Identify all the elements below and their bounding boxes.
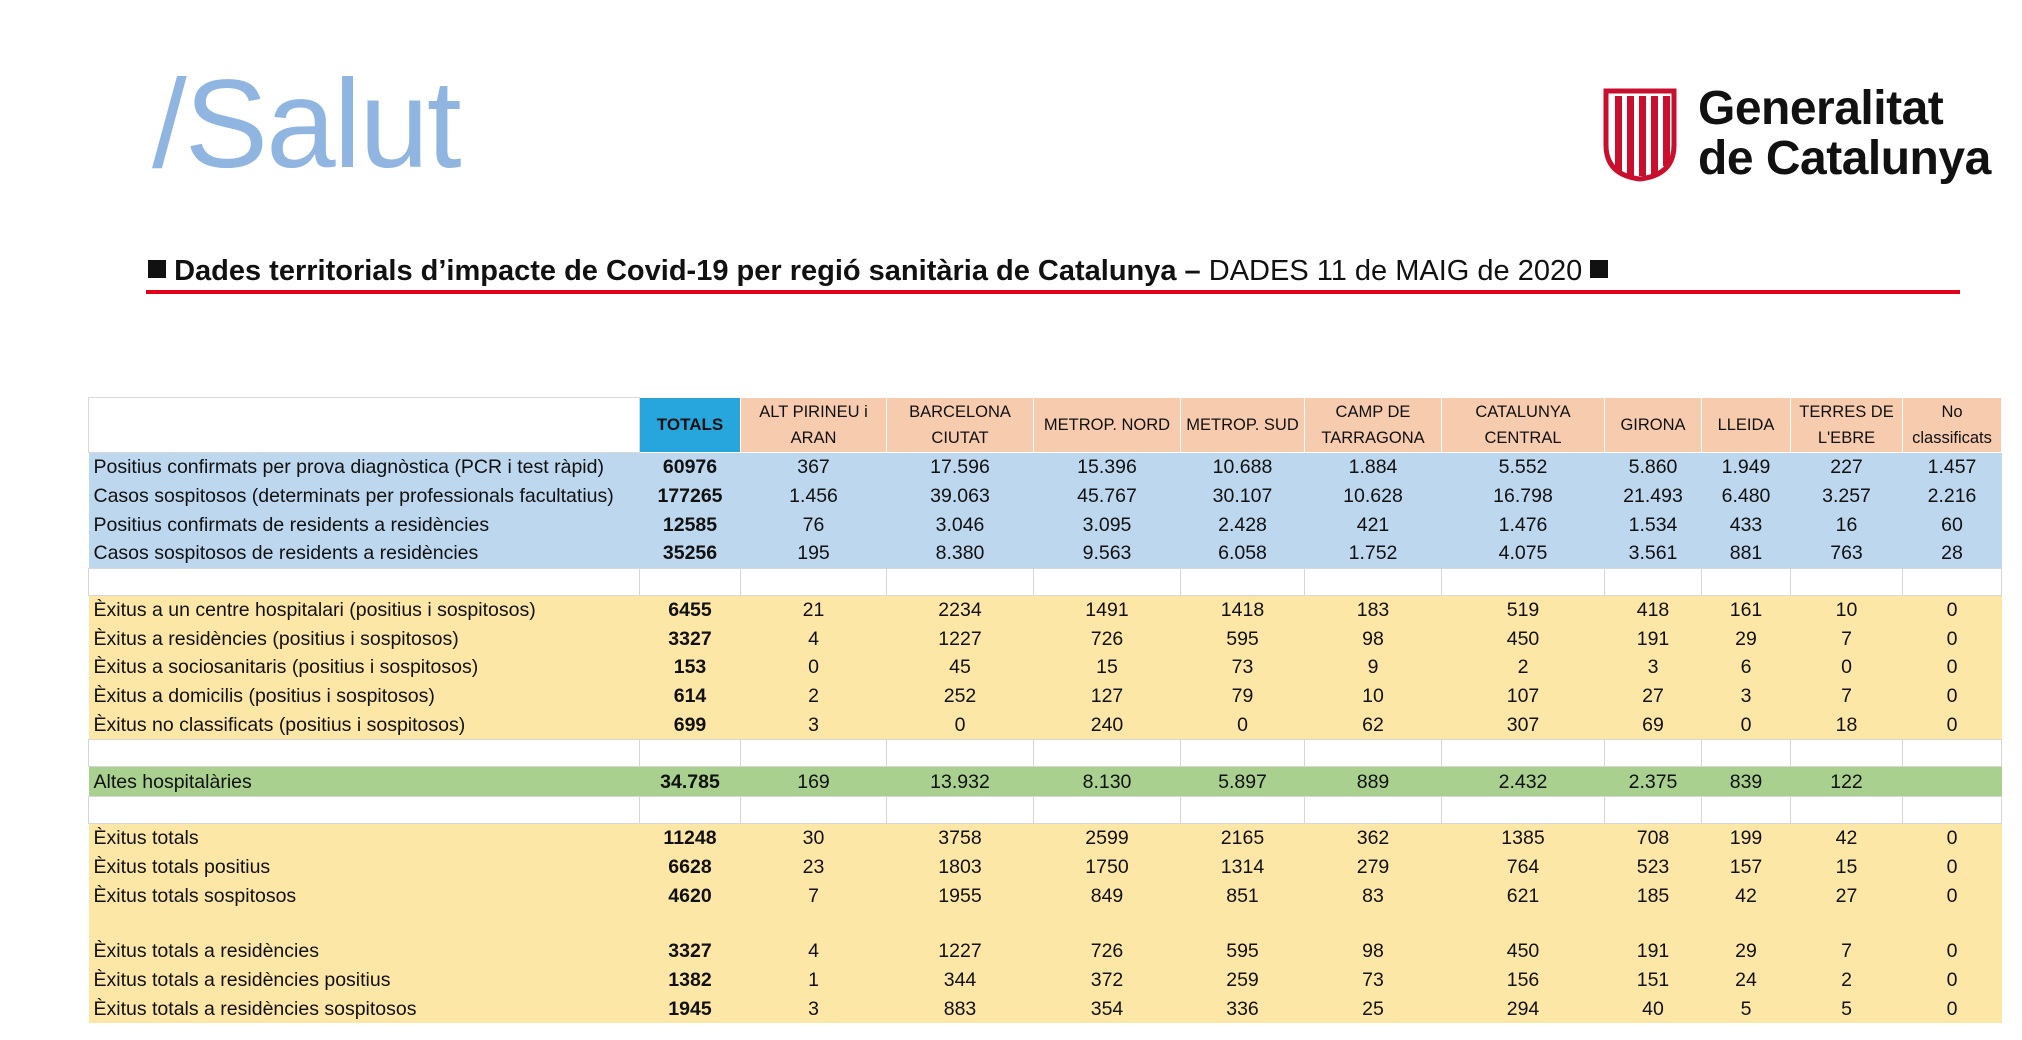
region-cell: 29 [1702, 937, 1791, 966]
separator-cell [1605, 910, 1702, 937]
region-cell: 1.534 [1605, 510, 1702, 539]
region-cell: 127 [1034, 682, 1181, 711]
square-bullet-icon [1590, 260, 1608, 278]
region-cell: 27 [1605, 682, 1702, 711]
separator-cell [1605, 796, 1702, 823]
row-label: Èxitus totals [89, 823, 640, 852]
separator-cell [1181, 910, 1305, 937]
separator-cell [1305, 796, 1442, 823]
column-header: No classificats [1903, 398, 2002, 453]
separator-cell [1034, 910, 1181, 937]
separator-cell [1791, 796, 1903, 823]
column-header: BARCELONA CIUTAT [887, 398, 1034, 453]
region-cell: 3.046 [887, 510, 1034, 539]
row-label: Èxitus totals a residències positius [89, 966, 640, 995]
region-cell: 307 [1442, 711, 1605, 740]
column-header: METROP. NORD [1034, 398, 1181, 453]
region-cell: 21.493 [1605, 482, 1702, 511]
region-cell: 421 [1305, 510, 1442, 539]
region-cell: 39.063 [887, 482, 1034, 511]
region-cell: 5.860 [1605, 453, 1702, 482]
table-row [89, 767, 2002, 797]
region-cell: 595 [1181, 937, 1305, 966]
region-cell: 1.949 [1702, 453, 1791, 482]
region-cell: 5 [1702, 994, 1791, 1023]
separator-cell [741, 740, 887, 767]
region-cell: 362 [1305, 823, 1442, 852]
region-cell: 708 [1605, 823, 1702, 852]
region-cell: 227 [1791, 453, 1903, 482]
region-cell [1903, 767, 2002, 797]
region-cell: 122 [1791, 767, 1903, 797]
region-cell: 1418 [1181, 595, 1305, 624]
total-cell: 4620 [640, 881, 741, 910]
generalitat-line1: Generalitat [1698, 82, 1944, 135]
separator-cell [1305, 740, 1442, 767]
region-cell: 30 [741, 823, 887, 852]
generalitat-line2: de Catalunya [1698, 132, 1991, 185]
region-cell: 0 [887, 711, 1034, 740]
separator-cell [1702, 740, 1791, 767]
region-cell: 45 [887, 653, 1034, 682]
region-cell: 9 [1305, 653, 1442, 682]
table-row [89, 853, 2002, 882]
region-cell: 889 [1305, 767, 1442, 797]
region-cell: 3758 [887, 823, 1034, 852]
separator-cell [1305, 910, 1442, 937]
region-cell: 62 [1305, 711, 1442, 740]
separator-cell [640, 796, 741, 823]
region-cell: 6 [1702, 653, 1791, 682]
region-cell: 10 [1305, 682, 1442, 711]
region-cell: 3 [741, 711, 887, 740]
region-cell: 185 [1605, 881, 1702, 910]
region-cell: 15 [1034, 653, 1181, 682]
region-cell: 1.476 [1442, 510, 1605, 539]
region-cell: 0 [1903, 682, 2002, 711]
region-cell: 2.432 [1442, 767, 1605, 797]
region-cell: 0 [1903, 653, 2002, 682]
region-cell: 240 [1034, 711, 1181, 740]
catalan-flag-emblem-icon [1600, 87, 1680, 182]
row-label: Positius confirmats per prova diagnòstica (PCR i test ràpid) [89, 453, 640, 482]
region-cell: 2 [1791, 966, 1903, 995]
separator-cell [1702, 910, 1791, 937]
region-cell: 372 [1034, 966, 1181, 995]
row-label: Èxitus no classificats (positius i sospitosos) [89, 711, 640, 740]
table-row [89, 682, 2002, 711]
column-header: LLEIDA [1702, 398, 1791, 453]
region-cell: 3.561 [1605, 539, 1702, 568]
region-cell: 7 [1791, 624, 1903, 653]
region-cell: 0 [1903, 994, 2002, 1023]
total-cell: 177265 [640, 482, 741, 511]
row-label: Èxitus a sociosanitaris (positius i sospitosos) [89, 653, 640, 682]
region-cell: 1227 [887, 937, 1034, 966]
region-cell: 367 [741, 453, 887, 482]
region-cell: 2.375 [1605, 767, 1702, 797]
row-label: Èxitus a un centre hospitalari (positius i sospitosos) [89, 595, 640, 624]
region-cell: 1 [741, 966, 887, 995]
salut-title: /Salut [152, 55, 460, 194]
region-cell: 15.396 [1034, 453, 1181, 482]
separator-cell [741, 910, 887, 937]
region-cell: 42 [1791, 823, 1903, 852]
separator-cell [89, 910, 640, 937]
region-cell: 0 [1903, 937, 2002, 966]
region-cell: 21 [741, 595, 887, 624]
region-cell: 3.095 [1034, 510, 1181, 539]
row-label: Èxitus a residències (positius i sospitosos) [89, 624, 640, 653]
region-cell: 73 [1305, 966, 1442, 995]
region-cell: 0 [1903, 853, 2002, 882]
region-cell: 18 [1791, 711, 1903, 740]
table-row [89, 823, 2002, 852]
region-cell: 1750 [1034, 853, 1181, 882]
region-cell: 1491 [1034, 595, 1181, 624]
region-cell: 24 [1702, 966, 1791, 995]
column-header: METROP. SUD [1181, 398, 1305, 453]
separator-cell [1305, 568, 1442, 595]
row-label: Altes hospitalàries [89, 767, 640, 797]
region-cell: 16.798 [1442, 482, 1605, 511]
separator-cell [1605, 568, 1702, 595]
heading-date: DADES 11 de MAIG de 2020 [1200, 255, 1583, 287]
region-cell: 195 [741, 539, 887, 568]
table-row [89, 994, 2002, 1023]
region-cell: 169 [741, 767, 887, 797]
region-cell: 23 [741, 853, 887, 882]
separator-cell [1442, 568, 1605, 595]
region-cell: 5.897 [1181, 767, 1305, 797]
region-cell: 10.688 [1181, 453, 1305, 482]
separator-row [89, 740, 2002, 767]
region-cell: 60 [1903, 510, 2002, 539]
total-cell: 35256 [640, 539, 741, 568]
separator-cell [1903, 796, 2002, 823]
document-heading [148, 255, 1608, 288]
region-cell: 9.563 [1034, 539, 1181, 568]
region-cell: 1385 [1442, 823, 1605, 852]
region-cell: 6.480 [1702, 482, 1791, 511]
region-cell: 450 [1442, 937, 1605, 966]
region-cell: 183 [1305, 595, 1442, 624]
column-header: CAMP DE TARRAGONA [1305, 398, 1442, 453]
separator-cell [887, 740, 1034, 767]
region-cell: 523 [1605, 853, 1702, 882]
region-cell: 259 [1181, 966, 1305, 995]
separator-cell [1702, 796, 1791, 823]
total-cell: 6628 [640, 853, 741, 882]
region-cell: 83 [1305, 881, 1442, 910]
region-cell: 1314 [1181, 853, 1305, 882]
region-cell: 98 [1305, 624, 1442, 653]
region-cell: 2 [741, 682, 887, 711]
table-row [89, 711, 2002, 740]
region-cell: 336 [1181, 994, 1305, 1023]
separator-cell [887, 568, 1034, 595]
heading-bold: Dades territorials d’impacte de Covid-19 per regió sanitària de Catalunya – [174, 255, 1201, 287]
total-cell: 699 [640, 711, 741, 740]
region-cell: 764 [1442, 853, 1605, 882]
separator-cell [1791, 568, 1903, 595]
region-cell: 5 [1791, 994, 1903, 1023]
region-cell: 2165 [1181, 823, 1305, 852]
region-cell: 2.216 [1903, 482, 2002, 511]
row-label: Casos sospitosos de residents a residències [89, 539, 640, 568]
region-cell: 151 [1605, 966, 1702, 995]
table-row [89, 937, 2002, 966]
separator-cell [1442, 796, 1605, 823]
separator-cell [1791, 740, 1903, 767]
region-cell: 1227 [887, 624, 1034, 653]
region-cell: 6.058 [1181, 539, 1305, 568]
region-cell: 881 [1702, 539, 1791, 568]
separator-row [89, 568, 2002, 595]
region-cell: 0 [1903, 711, 2002, 740]
separator-cell [1903, 910, 2002, 937]
region-cell: 98 [1305, 937, 1442, 966]
separator-cell [640, 910, 741, 937]
region-cell: 73 [1181, 653, 1305, 682]
region-cell: 726 [1034, 624, 1181, 653]
region-cell: 0 [1903, 624, 2002, 653]
region-cell: 1.884 [1305, 453, 1442, 482]
region-cell: 1.456 [741, 482, 887, 511]
column-header: CATALUNYA CENTRAL [1442, 398, 1605, 453]
table-header-row [89, 398, 2002, 453]
region-cell: 252 [887, 682, 1034, 711]
total-cell: 1382 [640, 966, 741, 995]
region-cell: 2.428 [1181, 510, 1305, 539]
separator-cell [1903, 740, 2002, 767]
region-cell: 45.767 [1034, 482, 1181, 511]
region-cell: 621 [1442, 881, 1605, 910]
table-row [89, 595, 2002, 624]
region-cell: 519 [1442, 595, 1605, 624]
region-cell: 0 [741, 653, 887, 682]
region-cell: 29 [1702, 624, 1791, 653]
region-cell: 883 [887, 994, 1034, 1023]
row-label: Èxitus totals a residències [89, 937, 640, 966]
row-label: Casos sospitosos (determinats per professionals facultatius) [89, 482, 640, 511]
covid-data-table [88, 397, 2002, 1023]
region-cell: 3.257 [1791, 482, 1903, 511]
region-cell: 15 [1791, 853, 1903, 882]
region-cell: 1.752 [1305, 539, 1442, 568]
region-cell: 25 [1305, 994, 1442, 1023]
square-bullet-icon [148, 260, 166, 278]
separator-cell [741, 796, 887, 823]
region-cell: 3 [1702, 682, 1791, 711]
separator-cell [89, 740, 640, 767]
region-cell: 418 [1605, 595, 1702, 624]
row-label: Èxitus totals sospitosos [89, 881, 640, 910]
separator-cell [1181, 740, 1305, 767]
region-cell: 851 [1181, 881, 1305, 910]
separator-cell [1903, 568, 2002, 595]
total-cell: 614 [640, 682, 741, 711]
total-cell: 153 [640, 653, 741, 682]
total-cell: 12585 [640, 510, 741, 539]
total-cell: 6455 [640, 595, 741, 624]
separator-row [89, 910, 2002, 937]
region-cell: 839 [1702, 767, 1791, 797]
region-cell: 156 [1442, 966, 1605, 995]
region-cell: 157 [1702, 853, 1791, 882]
separator-cell [1034, 796, 1181, 823]
region-cell: 30.107 [1181, 482, 1305, 511]
region-cell: 199 [1702, 823, 1791, 852]
separator-row [89, 796, 2002, 823]
row-label: Positius confirmats de residents a residències [89, 510, 640, 539]
row-label: Èxitus totals a residències sospitosos [89, 994, 640, 1023]
heading-underline [146, 290, 1960, 294]
region-cell: 0 [1181, 711, 1305, 740]
region-cell: 27 [1791, 881, 1903, 910]
region-cell: 7 [1791, 937, 1903, 966]
row-label: Èxitus a domicilis (positius i sospitosos) [89, 682, 640, 711]
region-cell: 4 [741, 624, 887, 653]
region-cell: 3 [1605, 653, 1702, 682]
separator-cell [887, 910, 1034, 937]
region-cell: 76 [741, 510, 887, 539]
region-cell: 8.380 [887, 539, 1034, 568]
separator-cell [887, 796, 1034, 823]
region-cell: 0 [1903, 595, 2002, 624]
separator-cell [1442, 910, 1605, 937]
region-cell: 7 [1791, 682, 1903, 711]
region-cell: 191 [1605, 624, 1702, 653]
region-cell: 1803 [887, 853, 1034, 882]
region-cell: 0 [1903, 823, 2002, 852]
total-cell: 3327 [640, 624, 741, 653]
region-cell: 344 [887, 966, 1034, 995]
region-cell: 433 [1702, 510, 1791, 539]
region-cell: 8.130 [1034, 767, 1181, 797]
table-row [89, 453, 2002, 482]
region-cell: 726 [1034, 937, 1181, 966]
column-header: ALT PIRINEU i ARAN [741, 398, 887, 453]
separator-cell [1034, 568, 1181, 595]
generalitat-logo [1600, 84, 1991, 184]
table-row [89, 539, 2002, 568]
total-cell: 34.785 [640, 767, 741, 797]
region-cell: 2234 [887, 595, 1034, 624]
region-cell: 354 [1034, 994, 1181, 1023]
separator-cell [1702, 568, 1791, 595]
region-cell: 294 [1442, 994, 1605, 1023]
region-cell: 69 [1605, 711, 1702, 740]
region-cell: 16 [1791, 510, 1903, 539]
separator-cell [89, 796, 640, 823]
region-cell: 40 [1605, 994, 1702, 1023]
region-cell: 5.552 [1442, 453, 1605, 482]
region-cell: 0 [1702, 711, 1791, 740]
table-row [89, 624, 2002, 653]
column-header: GIRONA [1605, 398, 1702, 453]
region-cell: 595 [1181, 624, 1305, 653]
region-cell: 1955 [887, 881, 1034, 910]
table-row [89, 966, 2002, 995]
region-cell: 17.596 [887, 453, 1034, 482]
total-cell: 1945 [640, 994, 741, 1023]
region-cell: 0 [1791, 653, 1903, 682]
separator-cell [640, 740, 741, 767]
separator-cell [1181, 796, 1305, 823]
region-cell: 2599 [1034, 823, 1181, 852]
table-row [89, 510, 2002, 539]
table-row [89, 653, 2002, 682]
region-cell: 0 [1903, 881, 2002, 910]
separator-cell [640, 568, 741, 595]
separator-cell [1791, 910, 1903, 937]
region-cell: 10 [1791, 595, 1903, 624]
row-label: Èxitus totals positius [89, 853, 640, 882]
region-cell: 1.457 [1903, 453, 2002, 482]
region-cell: 0 [1903, 966, 2002, 995]
region-cell: 4.075 [1442, 539, 1605, 568]
total-cell: 3327 [640, 937, 741, 966]
region-cell: 4 [741, 937, 887, 966]
total-cell: 11248 [640, 823, 741, 852]
column-header: TERRES DE L'EBRE [1791, 398, 1903, 453]
region-cell: 2 [1442, 653, 1605, 682]
separator-cell [1181, 568, 1305, 595]
separator-cell [741, 568, 887, 595]
region-cell: 3 [741, 994, 887, 1023]
region-cell: 10.628 [1305, 482, 1442, 511]
region-cell: 42 [1702, 881, 1791, 910]
region-cell: 450 [1442, 624, 1605, 653]
column-header: TOTALS [640, 398, 741, 453]
region-cell: 279 [1305, 853, 1442, 882]
table-row [89, 881, 2002, 910]
region-cell: 161 [1702, 595, 1791, 624]
region-cell: 107 [1442, 682, 1605, 711]
header-blank [89, 398, 640, 453]
region-cell: 763 [1791, 539, 1903, 568]
region-cell: 191 [1605, 937, 1702, 966]
table-row [89, 482, 2002, 511]
region-cell: 7 [741, 881, 887, 910]
total-cell: 60976 [640, 453, 741, 482]
region-cell: 849 [1034, 881, 1181, 910]
region-cell: 79 [1181, 682, 1305, 711]
separator-cell [89, 568, 640, 595]
separator-cell [1605, 740, 1702, 767]
separator-cell [1442, 740, 1605, 767]
separator-cell [1034, 740, 1181, 767]
region-cell: 28 [1903, 539, 2002, 568]
region-cell: 13.932 [887, 767, 1034, 797]
